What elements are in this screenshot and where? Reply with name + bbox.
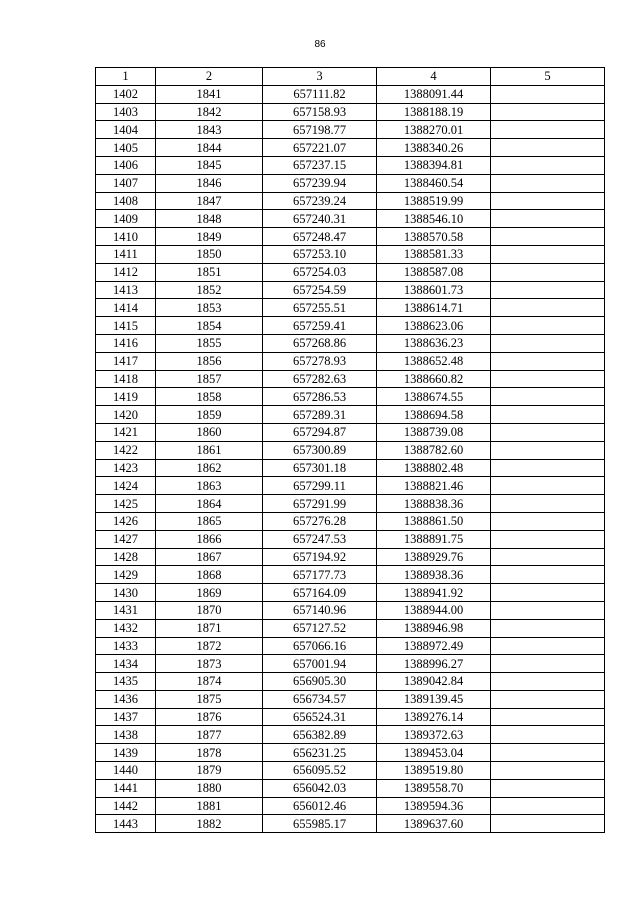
table-cell: 1431 bbox=[96, 601, 156, 619]
table-cell: 657289.31 bbox=[263, 406, 377, 424]
table-cell: 1856 bbox=[156, 352, 263, 370]
table-cell: 1412 bbox=[96, 263, 156, 281]
table-cell: 1438 bbox=[96, 726, 156, 744]
table-body bbox=[96, 85, 605, 832]
table-row bbox=[96, 779, 605, 797]
table-cell: 1408 bbox=[96, 192, 156, 210]
table-cell bbox=[491, 192, 605, 210]
table-row bbox=[96, 441, 605, 459]
table-cell: 657299.11 bbox=[263, 477, 377, 495]
table-cell: 1843 bbox=[156, 121, 263, 139]
table-cell: 657300.89 bbox=[263, 441, 377, 459]
table-cell: 1388861.50 bbox=[377, 512, 491, 530]
header-cell: 1 bbox=[96, 68, 156, 86]
table-cell bbox=[491, 85, 605, 103]
page-number: 86 bbox=[314, 39, 326, 50]
table-cell bbox=[491, 245, 605, 263]
table-cell: 1853 bbox=[156, 299, 263, 317]
table-cell: 1388694.58 bbox=[377, 406, 491, 424]
table-cell: 657282.63 bbox=[263, 370, 377, 388]
table-cell: 1404 bbox=[96, 121, 156, 139]
table-cell: 1388601.73 bbox=[377, 281, 491, 299]
table-cell: 1388652.48 bbox=[377, 352, 491, 370]
table-cell: 1388838.36 bbox=[377, 495, 491, 513]
table-cell: 1388587.08 bbox=[377, 263, 491, 281]
table-cell: 1413 bbox=[96, 281, 156, 299]
table-cell: 1845 bbox=[156, 156, 263, 174]
table-cell: 1388944.00 bbox=[377, 601, 491, 619]
table-cell: 1388660.82 bbox=[377, 370, 491, 388]
table-row bbox=[96, 762, 605, 780]
table-cell: 1388938.36 bbox=[377, 566, 491, 584]
table-cell: 1417 bbox=[96, 352, 156, 370]
table-cell: 1388782.60 bbox=[377, 441, 491, 459]
table-cell bbox=[491, 228, 605, 246]
table-row bbox=[96, 601, 605, 619]
table-cell: 1848 bbox=[156, 210, 263, 228]
table-cell: 1388623.06 bbox=[377, 317, 491, 335]
table-cell: 657239.24 bbox=[263, 192, 377, 210]
table-cell: 1388891.75 bbox=[377, 530, 491, 548]
table-cell: 657177.73 bbox=[263, 566, 377, 584]
table-row bbox=[96, 103, 605, 121]
table-cell bbox=[491, 619, 605, 637]
table-cell: 657239.94 bbox=[263, 174, 377, 192]
table-cell bbox=[491, 495, 605, 513]
table-cell: 1388802.48 bbox=[377, 459, 491, 477]
table-cell: 1388394.81 bbox=[377, 156, 491, 174]
table-cell: 1426 bbox=[96, 512, 156, 530]
table-cell bbox=[491, 281, 605, 299]
table-cell: 1442 bbox=[96, 797, 156, 815]
table-cell bbox=[491, 263, 605, 281]
table-cell bbox=[491, 584, 605, 602]
table-cell bbox=[491, 512, 605, 530]
table-row bbox=[96, 156, 605, 174]
table-cell bbox=[491, 459, 605, 477]
table-cell bbox=[491, 156, 605, 174]
table-cell: 1388270.01 bbox=[377, 121, 491, 139]
table-cell bbox=[491, 815, 605, 833]
table-cell: 655985.17 bbox=[263, 815, 377, 833]
table-cell: 1389594.36 bbox=[377, 797, 491, 815]
table-cell: 1879 bbox=[156, 762, 263, 780]
table-cell: 1388821.46 bbox=[377, 477, 491, 495]
table-row bbox=[96, 459, 605, 477]
table-cell: 1388739.08 bbox=[377, 423, 491, 441]
table-cell: 656231.25 bbox=[263, 744, 377, 762]
table-cell: 1414 bbox=[96, 299, 156, 317]
table-row bbox=[96, 637, 605, 655]
table-row bbox=[96, 512, 605, 530]
table-cell bbox=[491, 139, 605, 157]
table-cell: 657247.53 bbox=[263, 530, 377, 548]
table-cell bbox=[491, 210, 605, 228]
table-cell: 1409 bbox=[96, 210, 156, 228]
table-cell: 657278.93 bbox=[263, 352, 377, 370]
table-cell bbox=[491, 406, 605, 424]
table-cell: 1388636.23 bbox=[377, 334, 491, 352]
table-cell: 1389372.63 bbox=[377, 726, 491, 744]
table-cell: 1876 bbox=[156, 708, 263, 726]
table-cell bbox=[491, 530, 605, 548]
table-cell: 656042.03 bbox=[263, 779, 377, 797]
table-cell: 1865 bbox=[156, 512, 263, 530]
table-cell bbox=[491, 548, 605, 566]
table-cell: 657294.87 bbox=[263, 423, 377, 441]
table-cell: 657158.93 bbox=[263, 103, 377, 121]
table-cell: 656524.31 bbox=[263, 708, 377, 726]
table-cell: 1439 bbox=[96, 744, 156, 762]
table-cell bbox=[491, 334, 605, 352]
table-cell: 1410 bbox=[96, 228, 156, 246]
table-cell: 1415 bbox=[96, 317, 156, 335]
table-cell: 1418 bbox=[96, 370, 156, 388]
table-cell: 1420 bbox=[96, 406, 156, 424]
table-cell bbox=[491, 655, 605, 673]
table-cell: 1850 bbox=[156, 245, 263, 263]
table-cell bbox=[491, 370, 605, 388]
table-cell bbox=[491, 121, 605, 139]
table-row bbox=[96, 139, 605, 157]
table-cell: 1871 bbox=[156, 619, 263, 637]
table-cell: 1881 bbox=[156, 797, 263, 815]
table-cell: 1422 bbox=[96, 441, 156, 459]
table-row bbox=[96, 708, 605, 726]
table-row bbox=[96, 174, 605, 192]
table-cell: 1421 bbox=[96, 423, 156, 441]
table-cell: 1389139.45 bbox=[377, 690, 491, 708]
table-cell: 1873 bbox=[156, 655, 263, 673]
table-cell: 657268.86 bbox=[263, 334, 377, 352]
table-cell bbox=[491, 566, 605, 584]
table-cell: 1402 bbox=[96, 85, 156, 103]
table-row bbox=[96, 299, 605, 317]
table-row bbox=[96, 797, 605, 815]
table-cell: 656382.89 bbox=[263, 726, 377, 744]
table-cell: 1388996.27 bbox=[377, 655, 491, 673]
table-cell: 1846 bbox=[156, 174, 263, 192]
header-cell: 2 bbox=[156, 68, 263, 86]
table-cell: 1389276.14 bbox=[377, 708, 491, 726]
table-cell bbox=[491, 779, 605, 797]
table-cell bbox=[491, 690, 605, 708]
table-cell: 1867 bbox=[156, 548, 263, 566]
table-cell: 1388674.55 bbox=[377, 388, 491, 406]
table-cell: 1389558.70 bbox=[377, 779, 491, 797]
table-cell bbox=[491, 673, 605, 691]
table-cell: 656012.46 bbox=[263, 797, 377, 815]
table-row bbox=[96, 423, 605, 441]
table-cell: 657140.96 bbox=[263, 601, 377, 619]
table-cell: 657127.52 bbox=[263, 619, 377, 637]
table-row bbox=[96, 548, 605, 566]
table-row bbox=[96, 744, 605, 762]
table-row bbox=[96, 726, 605, 744]
table-cell: 1434 bbox=[96, 655, 156, 673]
table-cell bbox=[491, 352, 605, 370]
table-row bbox=[96, 281, 605, 299]
table-cell: 1416 bbox=[96, 334, 156, 352]
table-cell: 1858 bbox=[156, 388, 263, 406]
table-cell bbox=[491, 388, 605, 406]
table-cell: 1436 bbox=[96, 690, 156, 708]
table-cell: 1389453.04 bbox=[377, 744, 491, 762]
table-cell: 1861 bbox=[156, 441, 263, 459]
table-cell: 1388519.99 bbox=[377, 192, 491, 210]
table-cell: 1388091.44 bbox=[377, 85, 491, 103]
table-cell: 1407 bbox=[96, 174, 156, 192]
table-cell: 1882 bbox=[156, 815, 263, 833]
table-cell: 1433 bbox=[96, 637, 156, 655]
table-cell: 1859 bbox=[156, 406, 263, 424]
table-cell: 657276.28 bbox=[263, 512, 377, 530]
table-cell bbox=[491, 797, 605, 815]
table-cell: 1432 bbox=[96, 619, 156, 637]
table-row bbox=[96, 121, 605, 139]
table-row bbox=[96, 334, 605, 352]
header-cell: 5 bbox=[491, 68, 605, 86]
table-cell: 657066.16 bbox=[263, 637, 377, 655]
table-cell bbox=[491, 601, 605, 619]
table-cell: 1389042.84 bbox=[377, 673, 491, 691]
table-cell: 657286.53 bbox=[263, 388, 377, 406]
table-cell: 657164.09 bbox=[263, 584, 377, 602]
table-cell: 1388460.54 bbox=[377, 174, 491, 192]
table-cell: 657254.03 bbox=[263, 263, 377, 281]
table-row bbox=[96, 263, 605, 281]
table-row bbox=[96, 673, 605, 691]
header-cell: 3 bbox=[263, 68, 377, 86]
table-row bbox=[96, 192, 605, 210]
table-cell bbox=[491, 708, 605, 726]
table-cell: 657111.82 bbox=[263, 85, 377, 103]
table-cell: 1857 bbox=[156, 370, 263, 388]
table-cell: 1868 bbox=[156, 566, 263, 584]
table-cell: 1388570.58 bbox=[377, 228, 491, 246]
table-cell: 1842 bbox=[156, 103, 263, 121]
table-cell: 1854 bbox=[156, 317, 263, 335]
header-row bbox=[96, 68, 605, 86]
table-cell: 1862 bbox=[156, 459, 263, 477]
table-cell: 657248.47 bbox=[263, 228, 377, 246]
header-cell: 4 bbox=[377, 68, 491, 86]
table-cell: 657198.77 bbox=[263, 121, 377, 139]
table-cell bbox=[491, 423, 605, 441]
table-cell: 657221.07 bbox=[263, 139, 377, 157]
table-cell: 1874 bbox=[156, 673, 263, 691]
table-cell: 1869 bbox=[156, 584, 263, 602]
table-row bbox=[96, 815, 605, 833]
table-cell: 1851 bbox=[156, 263, 263, 281]
table-cell: 657253.10 bbox=[263, 245, 377, 263]
table-cell: 656905.30 bbox=[263, 673, 377, 691]
table-cell: 1405 bbox=[96, 139, 156, 157]
table-row bbox=[96, 370, 605, 388]
table-cell: 1878 bbox=[156, 744, 263, 762]
table-row bbox=[96, 406, 605, 424]
table-cell: 1877 bbox=[156, 726, 263, 744]
table-cell: 657291.99 bbox=[263, 495, 377, 513]
table-cell bbox=[491, 441, 605, 459]
table-cell: 1388941.92 bbox=[377, 584, 491, 602]
table-cell: 1880 bbox=[156, 779, 263, 797]
table-cell: 657001.94 bbox=[263, 655, 377, 673]
table-row bbox=[96, 352, 605, 370]
table-row bbox=[96, 566, 605, 584]
table-cell: 1844 bbox=[156, 139, 263, 157]
table-cell: 1429 bbox=[96, 566, 156, 584]
table-row bbox=[96, 245, 605, 263]
table-cell: 1437 bbox=[96, 708, 156, 726]
table-cell: 1406 bbox=[96, 156, 156, 174]
table-row bbox=[96, 655, 605, 673]
table-cell: 657237.15 bbox=[263, 156, 377, 174]
table-cell: 1870 bbox=[156, 601, 263, 619]
table-cell: 1441 bbox=[96, 779, 156, 797]
table-cell: 656095.52 bbox=[263, 762, 377, 780]
table-cell: 1388546.10 bbox=[377, 210, 491, 228]
table-cell: 1419 bbox=[96, 388, 156, 406]
table-row bbox=[96, 495, 605, 513]
table-cell bbox=[491, 103, 605, 121]
table-cell: 1424 bbox=[96, 477, 156, 495]
table-cell: 1849 bbox=[156, 228, 263, 246]
table-cell: 1427 bbox=[96, 530, 156, 548]
table-cell: 1440 bbox=[96, 762, 156, 780]
table-cell: 1388946.98 bbox=[377, 619, 491, 637]
table-cell: 657255.51 bbox=[263, 299, 377, 317]
table-cell: 657194.92 bbox=[263, 548, 377, 566]
table-cell: 1841 bbox=[156, 85, 263, 103]
table-cell: 1389637.60 bbox=[377, 815, 491, 833]
table-cell bbox=[491, 299, 605, 317]
table-cell: 1389519.80 bbox=[377, 762, 491, 780]
table-cell: 1855 bbox=[156, 334, 263, 352]
table-cell: 1866 bbox=[156, 530, 263, 548]
table-cell: 657254.59 bbox=[263, 281, 377, 299]
table-cell: 1425 bbox=[96, 495, 156, 513]
table-cell bbox=[491, 174, 605, 192]
table-cell: 656734.57 bbox=[263, 690, 377, 708]
table-cell: 1428 bbox=[96, 548, 156, 566]
table-row bbox=[96, 584, 605, 602]
table-cell bbox=[491, 637, 605, 655]
table-row bbox=[96, 619, 605, 637]
table-row bbox=[96, 210, 605, 228]
table-cell: 1864 bbox=[156, 495, 263, 513]
table-row bbox=[96, 690, 605, 708]
table-cell: 1430 bbox=[96, 584, 156, 602]
table-cell: 1863 bbox=[156, 477, 263, 495]
table-row bbox=[96, 477, 605, 495]
table-cell: 1860 bbox=[156, 423, 263, 441]
table-row bbox=[96, 228, 605, 246]
table-cell: 1388581.33 bbox=[377, 245, 491, 263]
table-cell: 657259.41 bbox=[263, 317, 377, 335]
table-row bbox=[96, 530, 605, 548]
table-cell: 1403 bbox=[96, 103, 156, 121]
table-cell: 657301.18 bbox=[263, 459, 377, 477]
table-row bbox=[96, 85, 605, 103]
table-cell: 1852 bbox=[156, 281, 263, 299]
table-cell: 1872 bbox=[156, 637, 263, 655]
table-cell: 1388188.19 bbox=[377, 103, 491, 121]
coordinates-table bbox=[95, 67, 605, 833]
table-row bbox=[96, 317, 605, 335]
table-cell bbox=[491, 726, 605, 744]
table-cell: 1847 bbox=[156, 192, 263, 210]
table-cell: 1388614.71 bbox=[377, 299, 491, 317]
table-row bbox=[96, 388, 605, 406]
table-cell: 1388340.26 bbox=[377, 139, 491, 157]
table-cell: 1875 bbox=[156, 690, 263, 708]
table-cell: 1423 bbox=[96, 459, 156, 477]
table-cell: 1388972.49 bbox=[377, 637, 491, 655]
table-cell: 1388929.76 bbox=[377, 548, 491, 566]
table-cell: 1435 bbox=[96, 673, 156, 691]
table-cell: 1411 bbox=[96, 245, 156, 263]
table-cell bbox=[491, 317, 605, 335]
table-cell: 1443 bbox=[96, 815, 156, 833]
table-cell bbox=[491, 762, 605, 780]
table-cell bbox=[491, 744, 605, 762]
table-cell: 657240.31 bbox=[263, 210, 377, 228]
table-cell bbox=[491, 477, 605, 495]
